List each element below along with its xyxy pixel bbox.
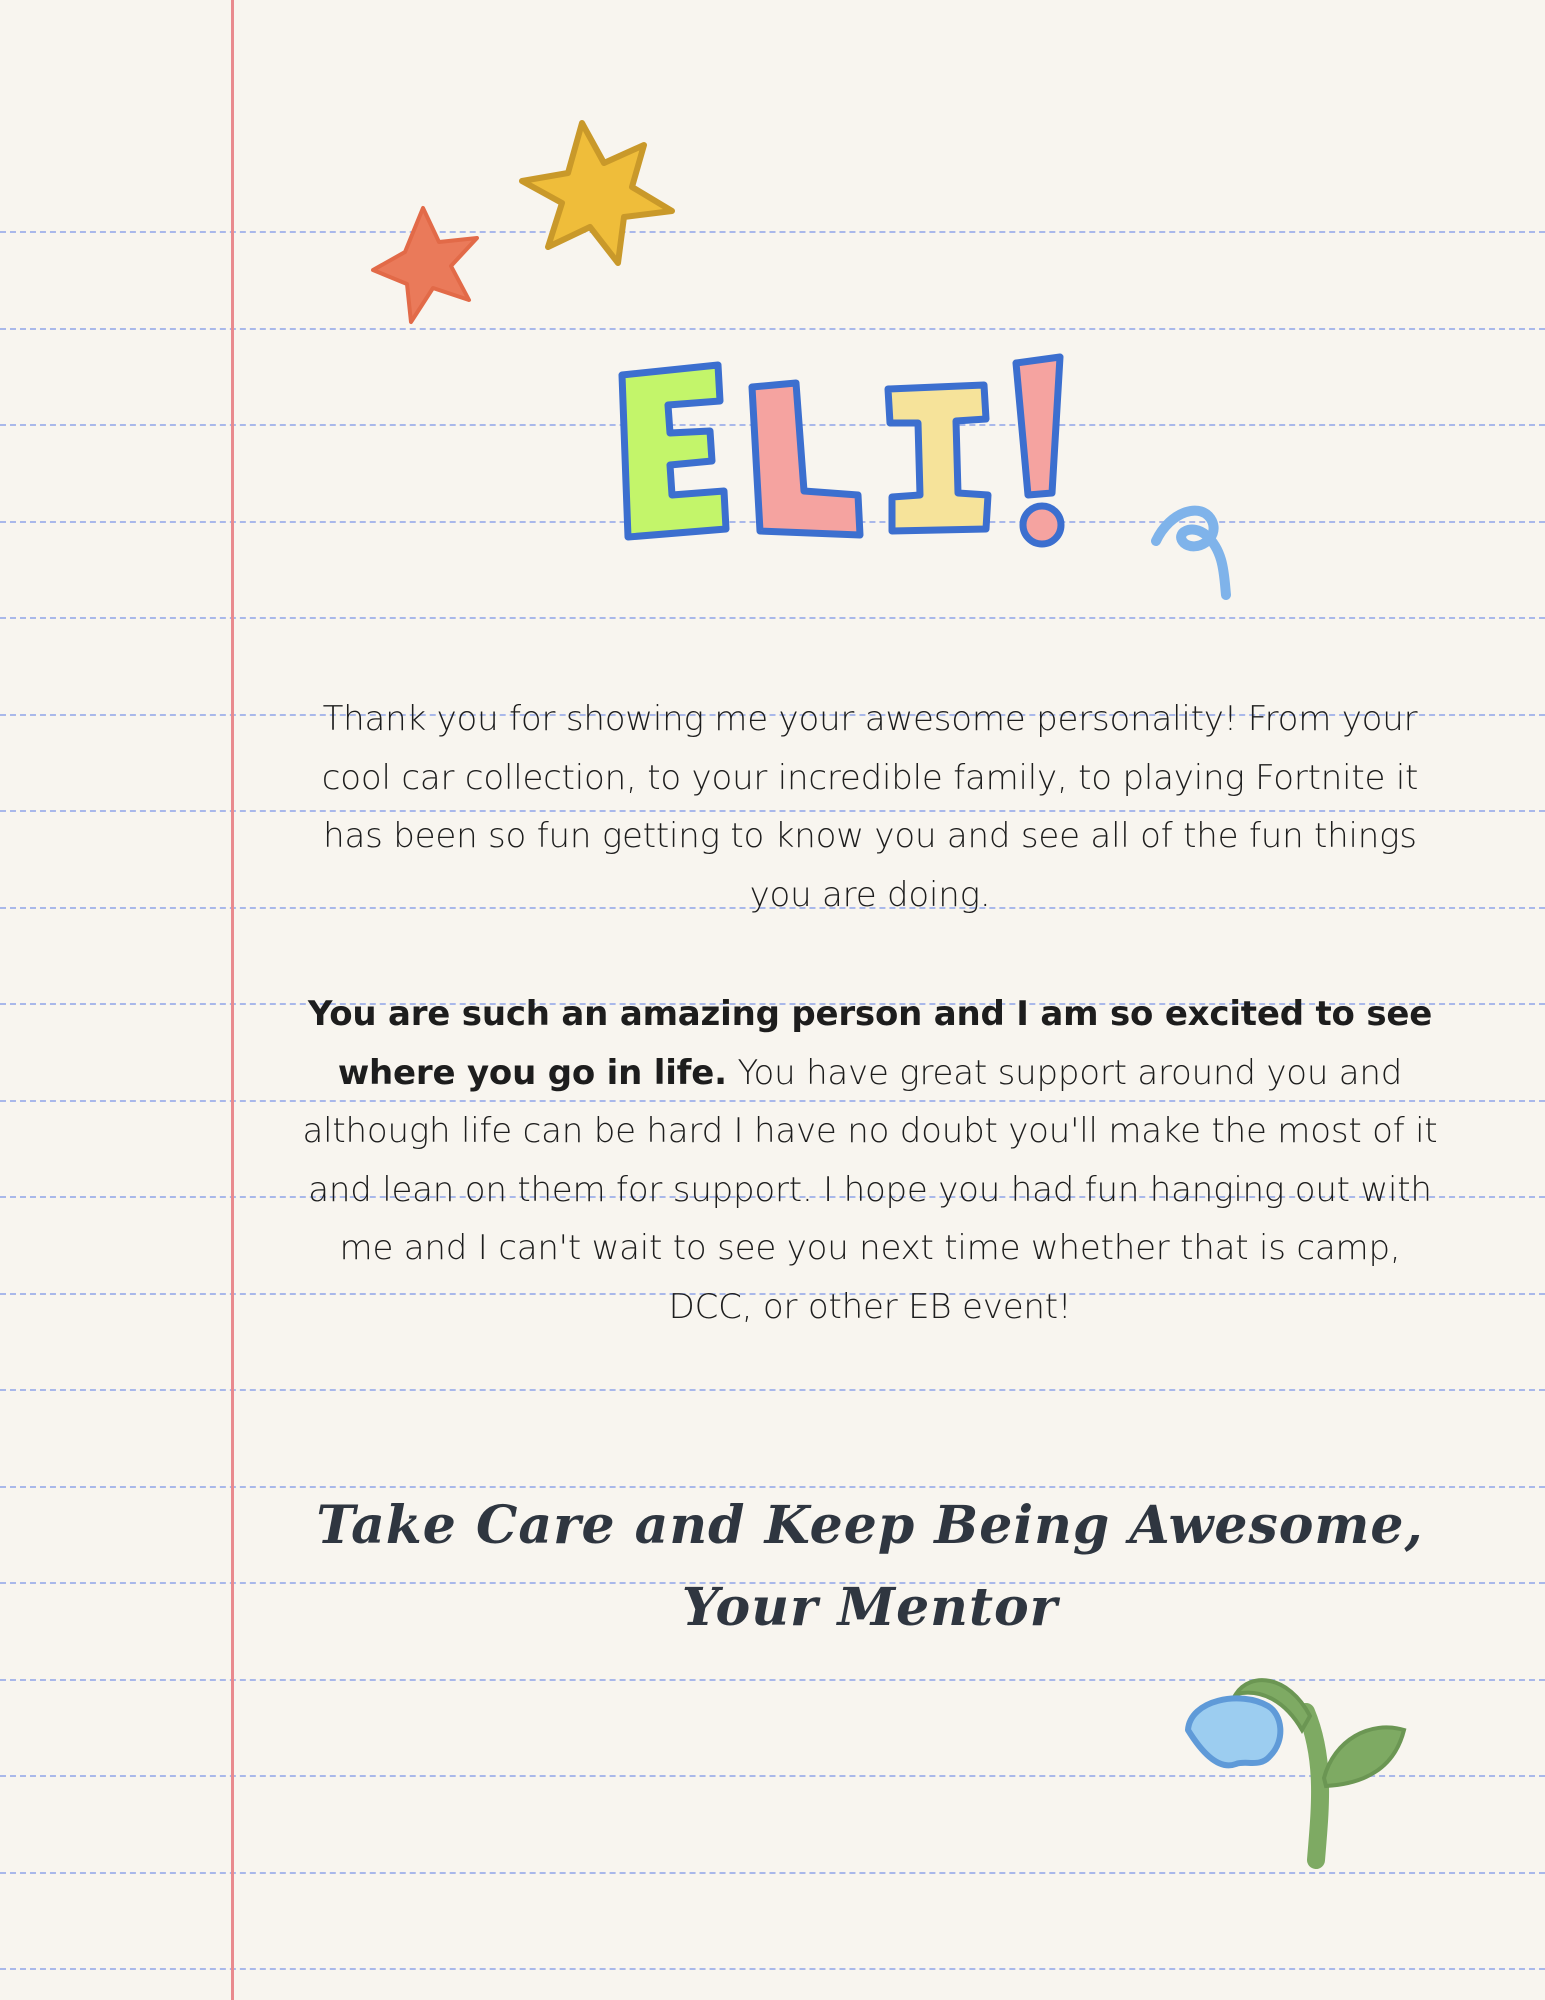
star-icon (512, 115, 687, 275)
letter-paragraph-text: Thank you for showing me your awesome personality! From your cool car collection, to your incredible family, to playing Fortnite it has been so fun getting to know you and see all of the fun things you are doing. (321, 699, 1419, 915)
letter-paragraph (300, 985, 1440, 1336)
letter-bold-text: You are such an amazing person and I am so excited to see where you go in life. (307, 994, 1433, 1093)
letter-paragraph (300, 690, 1440, 924)
page-title (600, 345, 1120, 595)
signature-name: Your Mentor (681, 1577, 1059, 1638)
margin-line (231, 0, 234, 2000)
swirl-icon (1140, 495, 1250, 605)
title-letter (1016, 357, 1060, 495)
letter-paragraph-text: You have great support around you and although life can be hard I have no doubt you'll make the most of it and lean on them for support. I hope you had fun hanging out with me and I can't wait to see you next time whether that is camp, DCC, or other EB event! (302, 1052, 1438, 1327)
star-icon (365, 200, 505, 330)
title-letter (752, 383, 860, 535)
sprout-icon (1180, 1660, 1420, 1880)
signature-closing: Take Care and Keep Being Awesome, (316, 1495, 1424, 1556)
title-letter (1023, 506, 1061, 544)
title-letter (888, 385, 988, 531)
title-letter (622, 365, 726, 537)
